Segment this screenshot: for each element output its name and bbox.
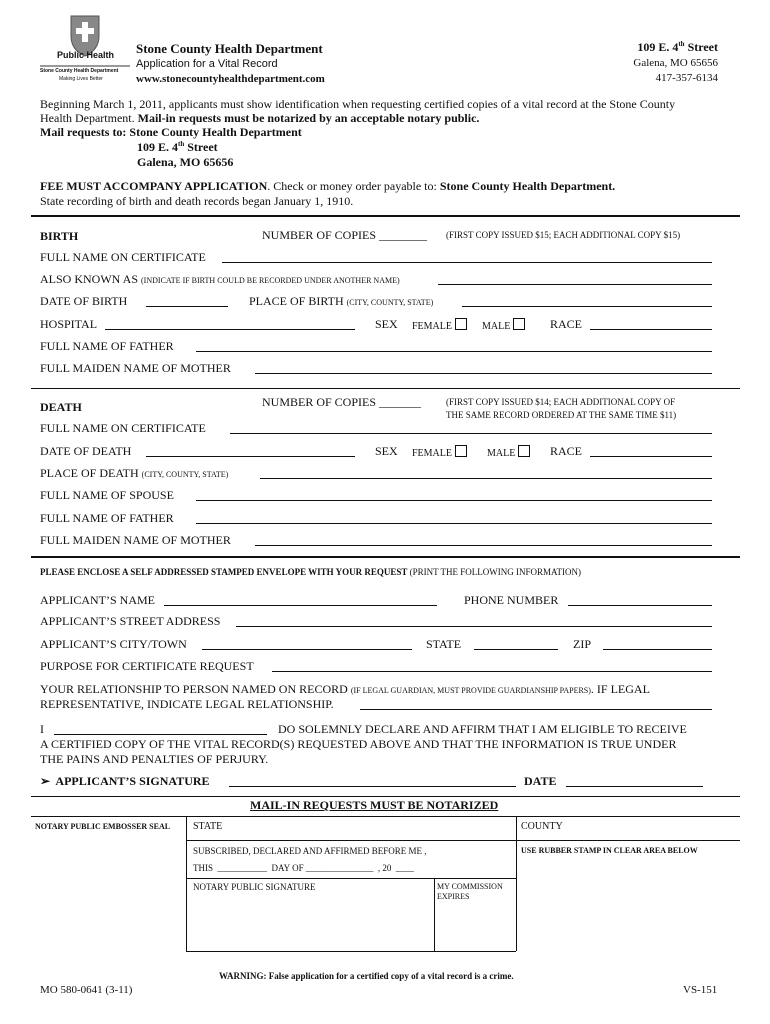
death-father-label: FULL NAME OF FATHER xyxy=(40,511,174,525)
death-male-checkbox[interactable] xyxy=(518,445,530,457)
death-spouse-label: FULL NAME OF SPOUSE xyxy=(40,488,174,502)
website: www.stonecountyhealthdepartment.com xyxy=(136,73,325,85)
death-full-name-field[interactable] xyxy=(230,433,712,434)
death-full-name-label: FULL NAME ON CERTIFICATE xyxy=(40,421,206,435)
applicant-phone-label: PHONE NUMBER xyxy=(464,593,559,607)
death-race-field[interactable] xyxy=(590,456,712,457)
birth-full-name-field[interactable] xyxy=(222,262,712,263)
death-sex-label: SEX xyxy=(375,444,398,458)
applicant-signature-label: ➢ APPLICANT’S SIGNATURE xyxy=(40,774,210,788)
birth-aka-field[interactable] xyxy=(438,284,712,285)
birth-father-field[interactable] xyxy=(196,351,712,352)
header-street: 109 E. 4th Street xyxy=(637,40,718,54)
header-city: Galena, MO 65656 xyxy=(633,57,718,69)
death-pod-field[interactable] xyxy=(260,478,712,479)
logo-text-dept: Stone County Health Department xyxy=(40,68,119,74)
notary-subscribed-label: SUBSCRIBED, DECLARED AND AFFIRMED BEFORE ME , xyxy=(193,846,427,856)
birth-father-label: FULL NAME OF FATHER xyxy=(40,339,174,353)
applicant-signature-field[interactable] xyxy=(229,786,516,787)
intro-line-2: Health Department. Mail-in requests must be notarized by an acceptable notary public. xyxy=(40,111,480,125)
notary-divider xyxy=(434,878,435,951)
notary-divider xyxy=(516,816,517,951)
date-label: DATE xyxy=(524,774,557,788)
birth-male-checkbox[interactable] xyxy=(513,318,525,330)
notary-heading: MAIL-IN REQUESTS MUST BE NOTARIZED xyxy=(250,798,499,812)
declaration-line-2: A CERTIFIED COPY OF THE VITAL RECORD(S) REQUESTED ABOVE AND THAT THE INFORMATION IS TRUE UNDER xyxy=(40,737,677,751)
commission-label-1: MY COMMISSION xyxy=(437,882,503,891)
birth-mother-field[interactable] xyxy=(255,373,712,374)
declaration-line-3: THE PAINS AND PENALTIES OF PERJURY. xyxy=(40,752,269,766)
death-copies-note-2: THE SAME RECORD ORDERED AT THE SAME TIME $11) xyxy=(446,410,677,420)
divider xyxy=(31,796,740,797)
notary-signature-label[interactable]: NOTARY PUBLIC SIGNATURE xyxy=(193,882,316,892)
logo-text-main: Public Health xyxy=(57,50,115,60)
applicant-street-field[interactable] xyxy=(236,626,712,627)
notary-divider xyxy=(186,816,187,951)
arrow-bullet-icon: ➢ xyxy=(40,774,51,788)
commission-label-2: EXPIRES xyxy=(437,892,470,901)
notary-row-line xyxy=(186,878,516,879)
death-male-option[interactable]: MALE xyxy=(487,445,530,459)
death-heading: DEATH xyxy=(40,400,82,414)
declaration-line-1: DO SOLEMNLY DECLARE AND AFFIRM THAT I AM ELIGIBLE TO RECEIVE xyxy=(278,722,687,736)
envelope-notice: PLEASE ENCLOSE A SELF ADDRESSED STAMPED ENVELOPE WITH YOUR REQUEST (PRINT THE FOLLOWING INFORMATION) xyxy=(40,567,582,577)
applicant-zip-label: ZIP xyxy=(573,637,591,651)
purpose-label: PURPOSE FOR CERTIFICATE REQUEST xyxy=(40,659,254,673)
birth-copies-note: (FIRST COPY ISSUED $15; EACH ADDITIONAL COPY $15) xyxy=(446,230,681,240)
applicant-phone-field[interactable] xyxy=(568,605,712,606)
rubber-stamp-label: USE RUBBER STAMP IN CLEAR AREA BELOW xyxy=(521,846,698,855)
notary-state-label[interactable]: STATE xyxy=(193,821,223,832)
birth-pob-label: PLACE OF BIRTH (CITY, COUNTY, STATE) xyxy=(249,294,434,308)
notary-box-top xyxy=(31,816,740,817)
birth-hospital-label: HOSPITAL xyxy=(40,317,98,331)
notary-date-line[interactable]: THIS ___________ DAY OF _______________ , 20 ____ xyxy=(193,863,414,873)
fee-notice: FEE MUST ACCOMPANY APPLICATION. Check or money order payable to: Stone County Health Department. xyxy=(40,179,616,193)
death-pod-label: PLACE OF DEATH (CITY, COUNTY, STATE) xyxy=(40,466,229,480)
form-title: Application for a Vital Record xyxy=(136,58,278,70)
birth-aka-label: ALSO KNOWN AS (INDICATE IF BIRTH COULD BE RECORDED UNDER ANOTHER NAME) xyxy=(40,272,400,286)
death-spouse-field[interactable] xyxy=(196,500,712,501)
representative-field[interactable] xyxy=(360,709,712,710)
birth-dob-label: DATE OF BIRTH xyxy=(40,294,128,308)
divider xyxy=(31,388,740,389)
applicant-city-field[interactable] xyxy=(202,649,412,650)
birth-male-option[interactable]: MALE xyxy=(482,318,525,332)
mail-address-city: Galena, MO 65656 xyxy=(137,155,234,169)
death-race-label: RACE xyxy=(550,444,583,458)
death-dod-field[interactable] xyxy=(146,456,355,457)
birth-mother-label: FULL MAIDEN NAME OF MOTHER xyxy=(40,361,231,375)
birth-female-option[interactable]: FEMALE xyxy=(412,318,467,332)
death-father-field[interactable] xyxy=(196,523,712,524)
applicant-state-field[interactable] xyxy=(474,649,558,650)
divider xyxy=(31,556,740,558)
divider xyxy=(31,215,740,217)
birth-pob-field[interactable] xyxy=(462,306,712,307)
death-female-option[interactable]: FEMALE xyxy=(412,445,467,459)
birth-race-field[interactable] xyxy=(590,329,712,330)
birth-copies[interactable]: NUMBER OF COPIES ________ xyxy=(262,228,428,242)
notary-seal-label: NOTARY PUBLIC EMBOSSER SEAL xyxy=(35,822,171,831)
logo-text-tagline: Making Lives Better xyxy=(59,76,103,82)
purpose-field[interactable] xyxy=(272,671,712,672)
declaration-i: I xyxy=(40,722,44,736)
mail-to: Mail requests to: Stone County Health Department xyxy=(40,125,302,139)
birth-full-name-label: FULL NAME ON CERTIFICATE xyxy=(40,250,206,264)
birth-sex-label: SEX xyxy=(375,317,398,331)
header-phone: 417-357-6134 xyxy=(655,72,718,84)
applicant-city-label: APPLICANT’S CITY/TOWN xyxy=(40,637,187,651)
applicant-zip-field[interactable] xyxy=(603,649,712,650)
birth-female-checkbox[interactable] xyxy=(455,318,467,330)
death-female-checkbox[interactable] xyxy=(455,445,467,457)
applicant-street-label: APPLICANT’S STREET ADDRESS xyxy=(40,614,221,628)
representative-label: REPRESENTATIVE, INDICATE LEGAL RELATIONSHIP. xyxy=(40,697,334,711)
declarant-name-field[interactable] xyxy=(54,734,267,735)
applicant-name-label: APPLICANT’S NAME xyxy=(40,593,156,607)
death-dod-label: DATE OF DEATH xyxy=(40,444,132,458)
intro-line-1: Beginning March 1, 2011, applicants must show identification when requesting certified copies of a vital record at the Stone County xyxy=(40,97,676,111)
death-copies-note-1: (FIRST COPY ISSUED $14; EACH ADDITIONAL COPY OF xyxy=(446,397,676,407)
public-health-logo xyxy=(37,14,133,90)
date-field[interactable] xyxy=(566,786,703,787)
relationship-label: YOUR RELATIONSHIP TO PERSON NAMED ON RECORD (IF LEGAL GUARDIAN, MUST PROVIDE GUARDIANSHIP PAPERS). IF LEGAL xyxy=(40,682,650,696)
death-mother-label: FULL MAIDEN NAME OF MOTHER xyxy=(40,533,231,547)
death-mother-field[interactable] xyxy=(255,545,712,546)
warning-text: WARNING: False application for a certified copy of a vital record is a crime. xyxy=(219,971,514,981)
birth-race-label: RACE xyxy=(550,317,583,331)
birth-dob-field[interactable] xyxy=(146,306,228,307)
applicant-name-field[interactable] xyxy=(164,605,437,606)
mail-address-street: 109 E. 4th Street xyxy=(137,140,218,154)
vs-number: VS-151 xyxy=(683,984,718,996)
birth-hospital-field[interactable] xyxy=(105,329,355,330)
department-name: Stone County Health Department xyxy=(136,41,323,56)
applicant-state-label: STATE xyxy=(426,637,462,651)
birth-heading: BIRTH xyxy=(40,229,79,243)
notary-box-bottom xyxy=(186,951,516,952)
death-copies[interactable]: NUMBER OF COPIES _______ xyxy=(262,395,422,409)
state-recording-note: State recording of birth and death records began January 1, 1910. xyxy=(40,194,354,208)
form-number: MO 580-0641 (3-11) xyxy=(40,984,133,996)
notary-row-line xyxy=(186,840,740,841)
notary-county-label[interactable]: COUNTY xyxy=(521,821,563,832)
